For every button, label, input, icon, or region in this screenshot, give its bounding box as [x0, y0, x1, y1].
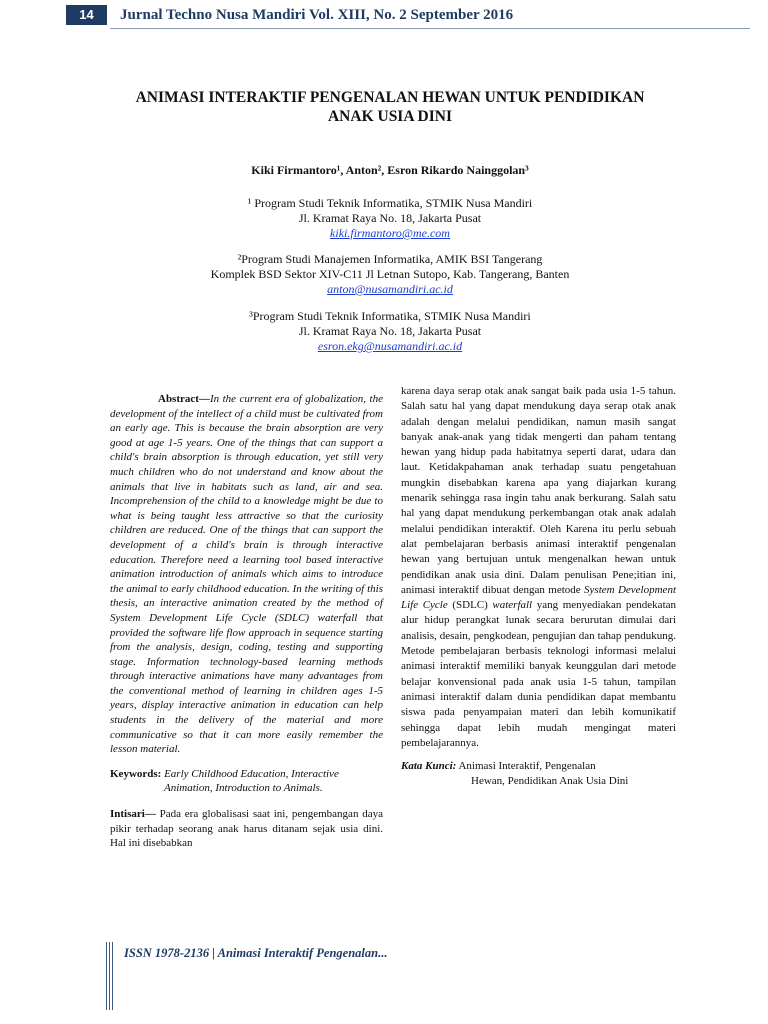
- abstract-label: Abstract—: [158, 393, 210, 405]
- abstract: [110, 392, 383, 757]
- intisari-text: Pada era globalisasi saat ini, pengembangan daya pikir terhadap seorang anak harus ditanam sejak usia dini. Hal ini disebabkan: [110, 808, 383, 850]
- affiliation-3-line-2: Jl. Kramat Raya No. 18, Jakarta Pusat: [298, 324, 482, 338]
- affiliation-1-line-1: ¹ Program Studi Teknik Informatika, STMIK Nusa Mandiri: [247, 196, 533, 210]
- affiliation-2: [100, 252, 680, 297]
- header-divider: [110, 28, 750, 29]
- body-italic-sdlc: System Development Life Cycle: [401, 583, 676, 612]
- intisari-continuation: [401, 384, 676, 751]
- kata-kunci-line-1: Animasi Interaktif, Pengenalan: [456, 760, 596, 773]
- title-line-1: ANIMASI INTERAKTIF PENGENALAN HEWAN UNTUK PENDIDIKAN: [135, 89, 645, 106]
- body-italic-waterfall: waterfall: [492, 599, 533, 612]
- affiliation-2-line-1: ²Program Studi Manajemen Informatika, AMIK BSI Tangerang: [237, 252, 543, 266]
- affiliation-3-line-1: ³Program Studi Teknik Informatika, STMIK Nusa Mandiri: [249, 309, 531, 323]
- affiliation-1-line-2: Jl. Kramat Raya No. 18, Jakarta Pusat: [298, 211, 482, 225]
- page-number: 14: [66, 5, 107, 25]
- paper-title: [100, 88, 680, 126]
- keywords-label: Keywords:: [110, 767, 162, 780]
- keywords-line-2: Animation, Introduction to Animals.: [164, 782, 323, 795]
- left-column: [110, 392, 383, 851]
- affiliation-3-email[interactable]: esron.ekg@nusamandiri.ac.id: [317, 339, 463, 353]
- right-column: [401, 384, 676, 790]
- journal-header: Jurnal Techno Nusa Mandiri Vol. XIII, No. 2 September 2016: [120, 7, 514, 23]
- affiliation-2-line-2: Komplek BSD Sektor XIV-C11 Jl Letnan Sutopo, Kab. Tangerang, Banten: [210, 267, 570, 281]
- affiliation-3: [100, 309, 680, 354]
- keywords-line-1: Early Childhood Education, Interactive: [161, 767, 339, 780]
- kata-kunci: [401, 759, 676, 790]
- body-text-3: yang menyediakan pendekatan alur hidup perangkat lunak secara berurutan dimulai dari analisis, desain, pengkodean, pengujian dan tahap pendukung. Metode pembelajaran berbasis teknologi informasi melalui animasi interaktif memiliki banyak keunggulan dari metode belajar konvensional pada anak usia 1-5 tahun, tampilan animasi interaktif dalam dunia pendidikan dapat membantu siswa pada penyampaian materi dan lebih komunikatif sehingga dapat lebih mudah mengingat materi pembelajarannya.: [401, 599, 677, 749]
- abstract-text: In the current era of globalization, the development of the intellect of a child must be cultivated from an early age. This is because the brain absorption are very good at age 1-5 years. One of the things that can support a child's brain absorption is through education, yet still very much children who do not understand and know about the animals that live in habitats such as land, air and sea. Incomprehension of the child to a knowledge might be due to what is being taught less attractive so that the curiosity children are reduced. One of the things that can support the development of a child's brain is through interactive education. Therefore need a learning tool based interactive animation introduction of animals which aims to introduce the animal to early childhood education. In the writing of this thesis, an interactive animation created by the method of System Development Life Cycle (SDLC) waterfall that provided the software life flow approach in sequence starting from the analysis, design, coding, testing and supporting stage. Information technology-based learning methods through interactive animations have many advantages from the conventional method of learning in children ages 1-5 years, display interactive animation in education can help students in the delivery of the material and more communicative so that it can more easily remember the lesson material.: [110, 393, 383, 756]
- body-text-1: karena daya serap otak anak sangat baik pada usia 1-5 tahun. Salah satu hal yang dapat mendukung daya serap otak anak adalah dengan melalui pendidikan, namun masih sangat banyak anak-anak yang tidak mengerti dan paham tentang hewan yang hidup pada habitatnya seperti darat, udara dan laut. Ketidakpahaman anak terhadap suatu pengetahuan mungkin disebabkan karena apa yang diajarkan kurang menarik sehingga rasa ingin tahu anak berkurang. Salah satu hal yang dapat mendukung perkembangan otak anak adalah melalui pendidikan interaktif. Oleh Karena itu perlu sebuah alat pembelajaran berbasis animasi interaktif pengenalan hewan yang bertujuan untuk mengenalkan hewan untuk pendidikan anak usia dini. Dalam penulisan Pene;itian ini, animasi interaktif dibuat dengan metode: [401, 385, 676, 596]
- footer-issn: ISSN 1978-2136 | Animasi Interaktif Pengenalan...: [124, 946, 388, 960]
- keywords: [110, 767, 383, 796]
- kata-kunci-label: Kata Kunci:: [401, 760, 457, 773]
- kata-kunci-line-2: Hewan, Pendidikan Anak Usia Dini: [471, 775, 629, 788]
- authors: Kiki Firmantoro¹, Anton², Esron Rikardo Nainggolan³: [251, 163, 529, 177]
- body-text-2: (SDLC): [447, 599, 493, 612]
- affiliation-1-email[interactable]: kiki.firmantoro@me.com: [330, 226, 450, 240]
- title-line-2: ANAK USIA DINI: [327, 108, 453, 125]
- affiliation-1: [100, 196, 680, 241]
- footer-bars: [106, 942, 115, 1010]
- intisari: [110, 807, 383, 851]
- affiliation-2-email[interactable]: anton@nusamandiri.ac.id: [327, 282, 453, 296]
- intisari-label: Intisari—: [110, 808, 156, 821]
